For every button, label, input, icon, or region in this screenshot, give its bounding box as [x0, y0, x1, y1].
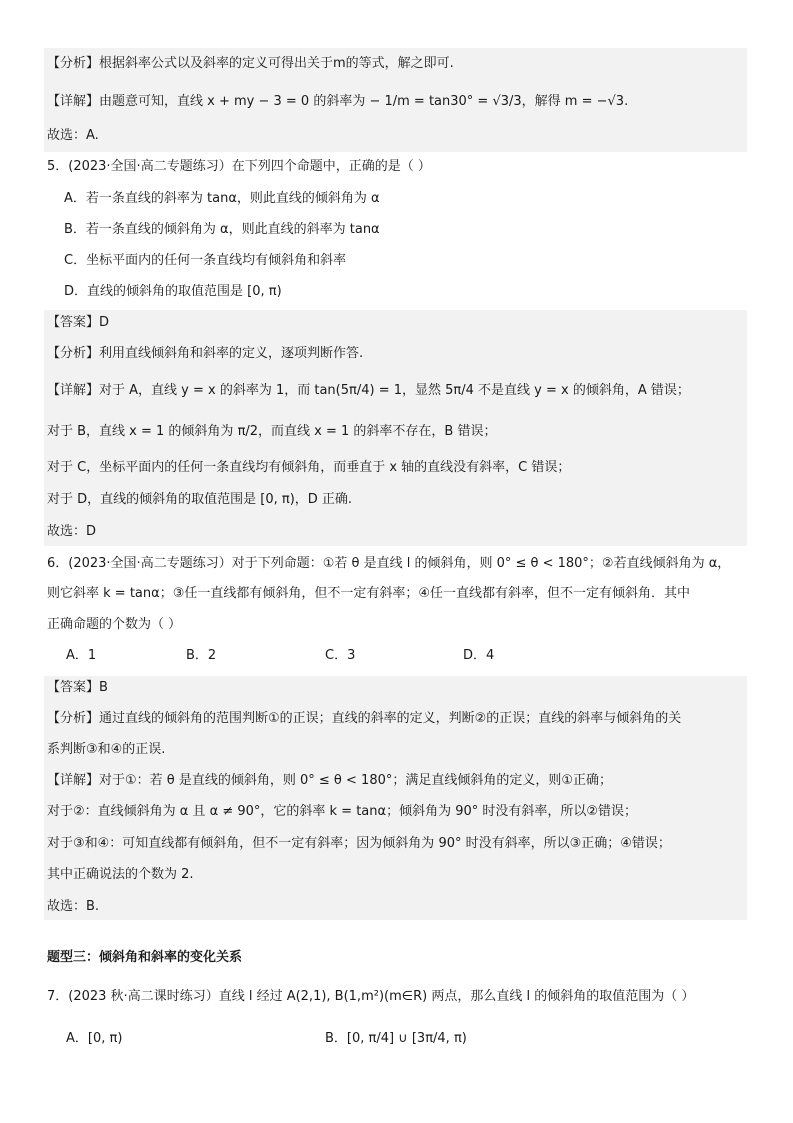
q6-option-d: D．4: [463, 648, 495, 663]
q6-option-a: A．1: [66, 648, 97, 663]
q5-detail-2: 对于 B，直线 x = 1 的倾斜角为 π/2，而直线 x = 1 的斜率不存在，B 错误；: [47, 424, 497, 439]
q5-option-a: A．若一条直线的斜率为 tanα，则此直线的倾斜角为 α: [64, 191, 380, 206]
q6-detail-4: 其中正确说法的个数为 2.: [47, 867, 194, 882]
q5-stem: 5．(2023·全国·高二专题练习）在下列四个命题中，正确的是（ ）: [47, 159, 431, 174]
q6-analysis-1: 【分析】通过直线的倾斜角的范围判断①的正误；直线的斜率的定义，判断②的正误；直线的斜率与倾斜角的关: [47, 711, 682, 726]
q5-choice: 故选：D: [47, 524, 97, 539]
q5-option-b: B．若一条直线的倾斜角为 α，则此直线的斜率为 tanα: [64, 222, 380, 237]
q5-analysis: 【分析】利用直线倾斜角和斜率的定义，逐项判断作答.: [47, 346, 364, 361]
section-heading: 题型三：倾斜角和斜率的变化关系: [47, 950, 243, 965]
q5-detail-1: 【详解】对于 A，直线 y = x 的斜率为 1，而 tan(5π/4) = 1，显然 5π/4 不是直线 y = x 的倾斜角，A 错误；: [47, 383, 690, 398]
q7-stem: 7．(2023 秋·高二课时练习）直线 l 经过 A(2,1), B(1,m²)(m∈R) 两点，那么直线 l 的倾斜角的取值范围为（ ）: [47, 989, 695, 1004]
q5-detail-3: 对于 C，坐标平面内的任何一条直线均有倾斜角，而垂直于 x 轴的直线没有斜率，C 错误；: [47, 460, 571, 475]
q5-answer: 【答案】D: [47, 315, 110, 330]
q4-detail: 【详解】由题意可知，直线 x + my − 3 = 0 的斜率为 − 1/m = tan30° = √3/3，解得 m = −√3.: [47, 94, 629, 109]
q6-stem-1: 6．(2023·全国·高二专题练习）对于下列命题：①若 θ 是直线 l 的倾斜角，则 0° ≤ θ < 180°；②若直线倾斜角为 α，: [47, 556, 731, 571]
q5-detail-4: 对于 D，直线的倾斜角的取值范围是 [0, π)，D 正确.: [47, 492, 353, 507]
q6-choice: 故选：B.: [47, 899, 100, 914]
q6-stem-3: 正确命题的个数为（ ）: [47, 617, 182, 632]
q6-detail-1: 【详解】对于①：若 θ 是直线的倾斜角，则 0° ≤ θ < 180°；满足直线倾斜角的定义，则①正确；: [47, 773, 613, 788]
q4-choice: 故选：A.: [47, 128, 99, 143]
q5-option-d: D．直线的倾斜角的取值范围是 [0, π): [64, 284, 282, 299]
q6-detail-2: 对于②：直线倾斜角为 α 且 α ≠ 90°，它的斜率 k = tanα；倾斜角为 90° 时没有斜率，所以②错误；: [47, 804, 638, 819]
q6-analysis-2: 系判断③和④的正误.: [47, 742, 166, 757]
q6-answer: 【答案】B: [47, 680, 108, 695]
q6-detail-3: 对于③和④：可知直线都有倾斜角，但不一定有斜率；因为倾斜角为 90° 时没有斜率，所以③正确；④错误；: [47, 836, 671, 851]
q6-stem-2: 则它斜率 k = tanα；③任一直线都有倾斜角，但不一定有斜率；④任一直线都有斜率，但不一定有倾斜角．其中: [47, 586, 690, 601]
q4-analysis: 【分析】根据斜率公式以及斜率的定义可得出关于m的等式，解之即可.: [47, 56, 454, 71]
q5-option-c: C．坐标平面内的任何一条直线均有倾斜角和斜率: [64, 253, 347, 268]
q7-option-b: B．[0, π/4] ∪ [3π/4, π): [325, 1031, 467, 1046]
q6-option-c: C．3: [325, 648, 356, 663]
q7-option-a: A．[0, π): [66, 1031, 123, 1046]
q6-option-b: B．2: [186, 648, 217, 663]
